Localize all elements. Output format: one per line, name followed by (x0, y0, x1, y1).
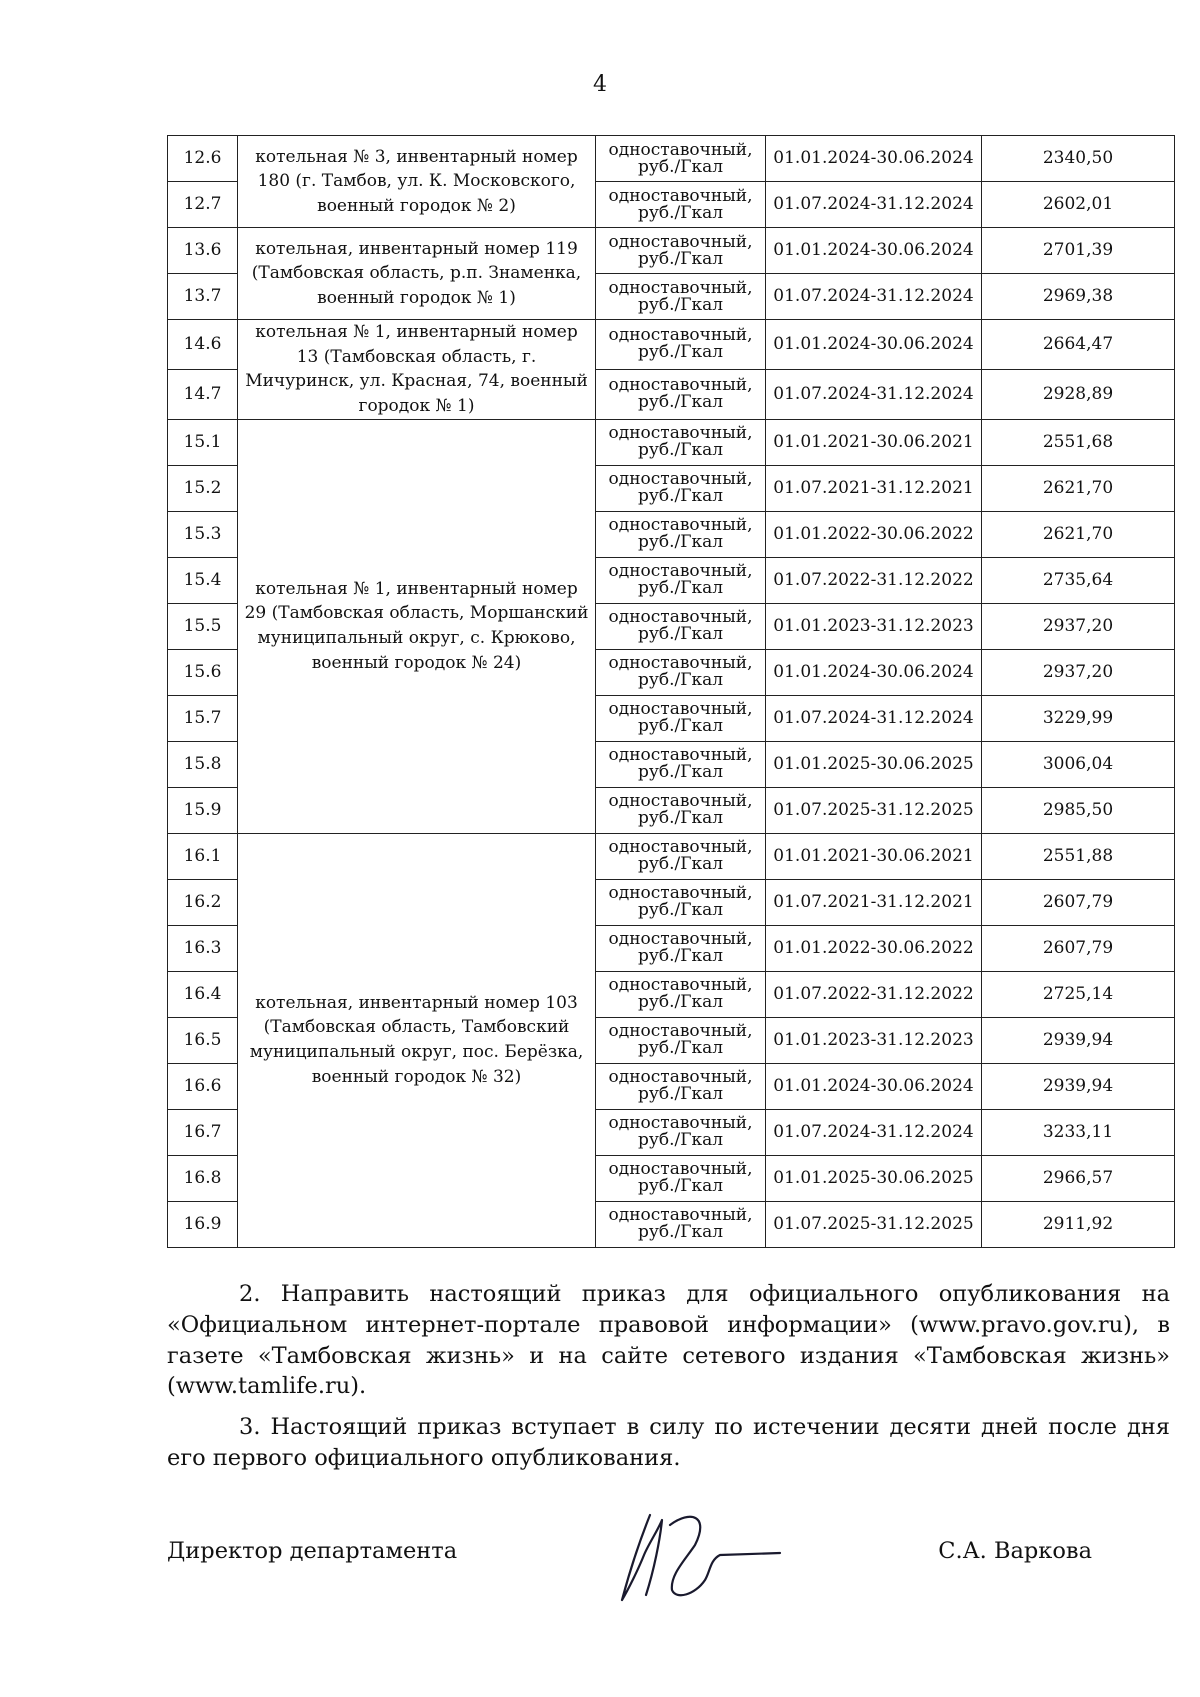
tariff-value-cell: 2664,47 (982, 320, 1175, 370)
boiler-object-cell: котельная, инвентарный номер 103 (Тамбовская область, Тамбовский муниципальный округ, пос. Берёзка, военный городок № 32) (238, 833, 596, 1247)
tariff-table (167, 135, 1175, 1248)
boiler-object-cell: котельная № 1, инвентарный номер 29 (Тамбовская область, Моршанский муниципальный округ, с. Крюково, военный городок № 24) (238, 419, 596, 833)
row-number-cell: 12.7 (168, 182, 238, 228)
row-number-cell: 16.2 (168, 879, 238, 925)
row-number-cell: 14.6 (168, 320, 238, 370)
signatory-name: С.А. Варкова (938, 1538, 1092, 1564)
row-number-cell: 15.1 (168, 419, 238, 465)
tariff-value-cell: 2928,89 (982, 369, 1175, 419)
row-number-cell: 16.9 (168, 1201, 238, 1247)
row-number-cell: 15.2 (168, 465, 238, 511)
tariff-type-cell: одноставочный, руб./Гкал (596, 879, 766, 925)
tariff-type-cell: одноставочный, руб./Гкал (596, 1017, 766, 1063)
tariff-value-cell: 2551,68 (982, 419, 1175, 465)
tariff-type-cell: одноставочный, руб./Гкал (596, 787, 766, 833)
period-cell: 01.01.2023-31.12.2023 (766, 1017, 982, 1063)
tariff-type-cell: одноставочный, руб./Гкал (596, 1201, 766, 1247)
period-cell: 01.01.2022-30.06.2022 (766, 511, 982, 557)
tariff-value-cell: 2607,79 (982, 925, 1175, 971)
tariff-type-cell: одноставочный, руб./Гкал (596, 649, 766, 695)
table-row (168, 320, 1175, 370)
tariff-value-cell: 2939,94 (982, 1017, 1175, 1063)
row-number-cell: 15.8 (168, 741, 238, 787)
tariff-type-cell: одноставочный, руб./Гкал (596, 182, 766, 228)
row-number-cell: 16.3 (168, 925, 238, 971)
boiler-object-cell: котельная № 1, инвентарный номер 13 (Тамбовская область, г. Мичуринск, ул. Красная, 74, военный городок № 1) (238, 320, 596, 420)
tariff-type-cell: одноставочный, руб./Гкал (596, 465, 766, 511)
row-number-cell: 15.9 (168, 787, 238, 833)
row-number-cell: 14.7 (168, 369, 238, 419)
period-cell: 01.07.2024-31.12.2024 (766, 1109, 982, 1155)
boiler-object-cell: котельная № 3, инвентарный номер 180 (г. Тамбов, ул. К. Московского, военный городок № 2) (238, 136, 596, 228)
period-cell: 01.07.2021-31.12.2021 (766, 465, 982, 511)
tariff-value-cell: 2607,79 (982, 879, 1175, 925)
tariff-value-cell: 2551,88 (982, 833, 1175, 879)
table-row (168, 419, 1175, 465)
tariff-type-cell: одноставочный, руб./Гкал (596, 274, 766, 320)
row-number-cell: 16.4 (168, 971, 238, 1017)
tariff-table-body (168, 136, 1175, 1248)
signatory-position: Директор департамента (167, 1538, 458, 1564)
tariff-type-cell: одноставочный, руб./Гкал (596, 511, 766, 557)
period-cell: 01.01.2024-30.06.2024 (766, 320, 982, 370)
tariff-value-cell: 2725,14 (982, 971, 1175, 1017)
row-number-cell: 16.8 (168, 1155, 238, 1201)
period-cell: 01.01.2022-30.06.2022 (766, 925, 982, 971)
tariff-type-cell: одноставочный, руб./Гкал (596, 925, 766, 971)
paragraph-entry-into-force: 3. Настоящий приказ вступает в силу по истечении десяти дней после дня его первого официального опубликования. (167, 1414, 1170, 1472)
row-number-cell: 13.6 (168, 228, 238, 274)
row-number-cell: 16.7 (168, 1109, 238, 1155)
row-number-cell: 15.5 (168, 603, 238, 649)
tariff-type-cell: одноставочный, руб./Гкал (596, 419, 766, 465)
tariff-value-cell: 2340,50 (982, 136, 1175, 182)
tariff-value-cell: 2735,64 (982, 557, 1175, 603)
tariff-type-cell: одноставочный, руб./Гкал (596, 741, 766, 787)
row-number-cell: 15.4 (168, 557, 238, 603)
period-cell: 01.07.2025-31.12.2025 (766, 1201, 982, 1247)
tariff-value-cell: 2602,01 (982, 182, 1175, 228)
tariff-value-cell: 2937,20 (982, 649, 1175, 695)
period-cell: 01.01.2024-30.06.2024 (766, 649, 982, 695)
period-cell: 01.01.2024-30.06.2024 (766, 1063, 982, 1109)
tariff-type-cell: одноставочный, руб./Гкал (596, 557, 766, 603)
handwritten-signature (610, 1500, 790, 1610)
tariff-type-cell: одноставочный, руб./Гкал (596, 971, 766, 1017)
tariff-value-cell: 3229,99 (982, 695, 1175, 741)
period-cell: 01.07.2024-31.12.2024 (766, 695, 982, 741)
row-number-cell: 16.6 (168, 1063, 238, 1109)
row-number-cell: 15.3 (168, 511, 238, 557)
tariff-type-cell: одноставочный, руб./Гкал (596, 1155, 766, 1201)
tariff-value-cell: 2939,94 (982, 1063, 1175, 1109)
period-cell: 01.01.2021-30.06.2021 (766, 833, 982, 879)
row-number-cell: 12.6 (168, 136, 238, 182)
tariff-value-cell: 2911,92 (982, 1201, 1175, 1247)
period-cell: 01.07.2024-31.12.2024 (766, 274, 982, 320)
period-cell: 01.01.2024-30.06.2024 (766, 136, 982, 182)
tariff-value-cell: 2966,57 (982, 1155, 1175, 1201)
order-paragraphs (167, 1279, 1170, 1484)
tariff-type-cell: одноставочный, руб./Гкал (596, 136, 766, 182)
period-cell: 01.01.2021-30.06.2021 (766, 419, 982, 465)
tariff-value-cell: 3006,04 (982, 741, 1175, 787)
period-cell: 01.01.2024-30.06.2024 (766, 228, 982, 274)
table-row (168, 136, 1175, 182)
period-cell: 01.07.2022-31.12.2022 (766, 971, 982, 1017)
tariff-type-cell: одноставочный, руб./Гкал (596, 603, 766, 649)
tariff-value-cell: 2985,50 (982, 787, 1175, 833)
row-number-cell: 16.1 (168, 833, 238, 879)
tariff-type-cell: одноставочный, руб./Гкал (596, 228, 766, 274)
tariff-type-cell: одноставочный, руб./Гкал (596, 369, 766, 419)
tariff-value-cell: 2937,20 (982, 603, 1175, 649)
table-row (168, 228, 1175, 274)
period-cell: 01.01.2025-30.06.2025 (766, 1155, 982, 1201)
row-number-cell: 13.7 (168, 274, 238, 320)
period-cell: 01.07.2025-31.12.2025 (766, 787, 982, 833)
tariff-value-cell: 2621,70 (982, 465, 1175, 511)
row-number-cell: 15.7 (168, 695, 238, 741)
paragraph-publication: 2. Направить настоящий приказ для официального опубликования на «Официальном интернет-портале правовой информации» (www.pravo.gov.ru), в газете «Тамбовская жизнь» и на сайте сетевого издания «Тамбовская жизнь» (www.tamlife.ru). (167, 1281, 1170, 1400)
period-cell: 01.07.2022-31.12.2022 (766, 557, 982, 603)
period-cell: 01.07.2024-31.12.2024 (766, 182, 982, 228)
tariff-type-cell: одноставочный, руб./Гкал (596, 1109, 766, 1155)
tariff-value-cell: 3233,11 (982, 1109, 1175, 1155)
tariff-type-cell: одноставочный, руб./Гкал (596, 695, 766, 741)
tariff-type-cell: одноставочный, руб./Гкал (596, 833, 766, 879)
tariff-type-cell: одноставочный, руб./Гкал (596, 1063, 766, 1109)
period-cell: 01.07.2021-31.12.2021 (766, 879, 982, 925)
period-cell: 01.01.2025-30.06.2025 (766, 741, 982, 787)
period-cell: 01.01.2023-31.12.2023 (766, 603, 982, 649)
table-row (168, 833, 1175, 879)
tariff-value-cell: 2701,39 (982, 228, 1175, 274)
boiler-object-cell: котельная, инвентарный номер 119 (Тамбовская область, р.п. Знаменка, военный городок № 1) (238, 228, 596, 320)
page-number: 4 (593, 72, 607, 97)
tariff-value-cell: 2969,38 (982, 274, 1175, 320)
tariff-value-cell: 2621,70 (982, 511, 1175, 557)
tariff-type-cell: одноставочный, руб./Гкал (596, 320, 766, 370)
period-cell: 01.07.2024-31.12.2024 (766, 369, 982, 419)
row-number-cell: 16.5 (168, 1017, 238, 1063)
row-number-cell: 15.6 (168, 649, 238, 695)
